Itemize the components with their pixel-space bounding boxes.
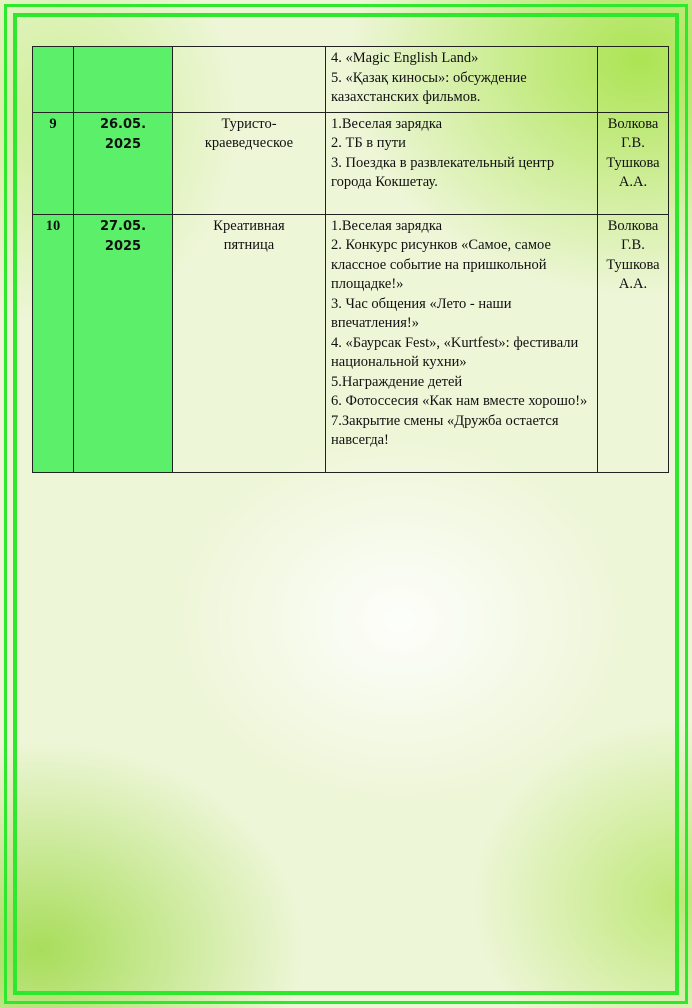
event-item: 6. Фотоссесия «Как нам вместе хорошо!»	[331, 393, 588, 409]
event-item: 5.Награждение детей	[331, 373, 463, 390]
events-cell	[326, 214, 598, 472]
date-line: 2025	[104, 238, 142, 254]
date-line: 26.05.	[99, 116, 147, 132]
responsible-cell	[598, 214, 669, 472]
date-cell	[74, 214, 173, 472]
theme-line: краеведческое	[204, 135, 294, 151]
table-row	[33, 112, 669, 214]
schedule-table	[32, 46, 669, 473]
responsible-cell	[598, 112, 669, 214]
date-cell	[74, 47, 173, 113]
theme-cell	[173, 112, 326, 214]
events-cell	[326, 47, 598, 113]
table-row	[33, 214, 669, 472]
theme-cell	[173, 47, 326, 113]
responsible-line: Тушкова	[606, 154, 660, 171]
event-item: 5. «Қазақ киносы»: обсуждение казахстанских фильмов.	[331, 69, 527, 105]
date-line: 2025	[104, 136, 142, 152]
theme-cell	[173, 214, 326, 472]
event-item: 2. ТБ в пути	[331, 135, 406, 151]
event-item: 3. Поездка в развлекательный центр города Кокшетау.	[331, 154, 555, 190]
event-item: 2. Конкурс рисунков «Самое, самое классное событие на пришкольной площадке!»	[331, 237, 551, 292]
event-item: 7.Закрытие смены «Дружба остается навсегда!	[331, 412, 559, 448]
theme-line: Туристо-	[221, 115, 277, 132]
day-number-cell: 10	[33, 214, 74, 472]
responsible-line: Волкова Г.В.	[607, 115, 659, 151]
responsible-line: Волкова Г.В.	[607, 217, 659, 253]
responsible-line: А.А.	[618, 174, 648, 190]
event-item: 1.Веселая зарядка	[331, 115, 443, 132]
date-line: 27.05.	[99, 218, 147, 234]
event-item: 3. Час общения «Лето - наши впечатления!»	[331, 295, 512, 331]
responsible-line: Тушкова	[606, 256, 660, 273]
theme-line: пятница	[223, 237, 275, 253]
events-cell	[326, 112, 598, 214]
theme-line: Креативная	[213, 217, 285, 234]
day-number-cell	[33, 47, 74, 113]
event-item: 1.Веселая зарядка	[331, 217, 443, 234]
date-cell	[74, 112, 173, 214]
event-item: 4. «Баурсак Fest», «Kurtfest»: фестивали национальной кухни»	[331, 334, 579, 370]
responsible-cell	[598, 47, 669, 113]
responsible-line: А.А.	[618, 276, 648, 292]
event-item: 4. «Magic English Land»	[331, 50, 479, 66]
day-number-cell: 9	[33, 112, 74, 214]
table-row	[33, 47, 669, 113]
